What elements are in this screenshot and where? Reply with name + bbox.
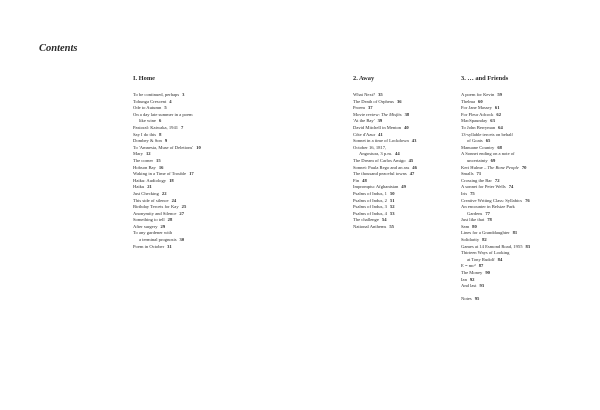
toc-page-number: 64: [498, 124, 503, 130]
toc-entry: [461, 250, 586, 257]
toc-entry: [461, 224, 586, 231]
toc-entry: [461, 270, 586, 277]
toc-entry-title: Dombey & Son: [133, 138, 162, 144]
toc-entry-title: Psalms of Indus, 1: [353, 190, 387, 196]
toc-page-number: 68: [497, 144, 502, 150]
toc-page-number: 62: [496, 111, 502, 117]
toc-entry-title: On a day late summer in a poem: [133, 111, 193, 117]
toc-page-number: 22: [161, 190, 167, 196]
toc-entry-title: And last: [461, 283, 477, 289]
toc-entry-title: The corner: [133, 157, 154, 163]
toc-entry-title-italic: The Misfits: [381, 111, 402, 117]
toc-entry-title: Sonnet: Paula Rego and an ass: [353, 164, 410, 170]
toc-page-number: 18: [169, 177, 174, 183]
toc-entry: [133, 145, 333, 152]
toc-entry: [461, 92, 586, 99]
toc-page-number: 54: [381, 217, 387, 223]
toc-page-number: 87: [478, 263, 484, 269]
toc-page-number: 24: [171, 197, 177, 203]
toc-page-number: 5: [164, 105, 167, 111]
toc-entry: [353, 184, 463, 191]
toc-entry-title: To be continued, perhaps: [133, 92, 180, 97]
toc-page-number: 37: [368, 105, 373, 111]
toc-entry: [353, 171, 463, 178]
toc-entry-title: This side of silence: [133, 197, 169, 203]
toc-page-number: 7: [181, 124, 184, 130]
toc-entry: [353, 138, 463, 145]
toc-entry-title: Poem in October: [133, 243, 165, 249]
toc-entry-title: Waking in a Time of Trouble: [133, 171, 187, 177]
toc-entry: [461, 118, 586, 125]
toc-entry-title: Iris: [461, 190, 468, 196]
toc-entry: [133, 125, 333, 132]
toc-entry: [461, 112, 586, 119]
toc-entry-title: Lines for a Granddaughter: [461, 230, 510, 236]
toc-entry-title: Manuane Country: [461, 144, 495, 150]
toc-page-number: 48: [362, 177, 367, 183]
toc-entry-title: To John Berryman: [461, 124, 496, 130]
toc-page-number: 70: [521, 164, 527, 170]
toc-entry-title: of Goats: [467, 138, 483, 144]
toc-page-number: 3: [182, 92, 185, 97]
toc-page-number: 12: [145, 151, 151, 157]
toc-entry-title: a terminal prognosis: [139, 237, 177, 243]
toc-entry-title: 'At the Bay': [353, 118, 375, 124]
toc-entry: [353, 158, 463, 165]
toc-entry: [461, 204, 586, 211]
toc-entry: [133, 244, 333, 251]
toc-page-number: 60: [478, 98, 483, 104]
toc-entry: [133, 118, 333, 125]
toc-entry-list: [133, 92, 333, 250]
toc-page-number: 63: [490, 118, 495, 124]
toc-entry: [133, 184, 333, 191]
toc-entry: [353, 211, 463, 218]
toc-page-number: 39: [377, 118, 383, 124]
toc-entry-title: Pastoral: Kaiwaka, 1941: [133, 124, 179, 130]
toc-entry-title: Côte d'Azur: [353, 131, 376, 137]
toc-page-number: 27: [179, 210, 184, 216]
toc-entry: [133, 138, 333, 145]
toc-entry: [353, 204, 463, 211]
page-title: Contents: [39, 43, 78, 54]
toc-page-number: 38: [404, 111, 410, 117]
toc-entry: [461, 191, 586, 198]
toc-entry-title: Haiku: Audiology: [133, 177, 167, 183]
toc-page-number: 16: [158, 164, 164, 170]
toc-entry-title: Psalms of Indus, 4: [353, 210, 387, 216]
toc-entry: [461, 178, 586, 185]
section-heading: 2. Away: [353, 75, 375, 82]
toc-entry: [133, 211, 333, 218]
toc-entry-title: David Mitchell in Menton: [353, 124, 402, 130]
toc-page-number: 90: [485, 270, 490, 276]
toc-entry: [353, 198, 463, 205]
toc-entry: [353, 178, 463, 185]
toc-entry-title: Movie review:: [353, 111, 382, 117]
toc-page-number: 65: [485, 138, 491, 144]
toc-entry-title: 13-syllable tercets on behalf: [461, 131, 513, 137]
toc-entry: [353, 112, 463, 119]
toc-page-number: 76: [525, 197, 530, 203]
toc-entry-title: What Next?: [353, 92, 376, 97]
toc-page-number: 25: [181, 204, 187, 210]
toc-column-away: [353, 75, 463, 230]
toc-entry-title: Proem: [353, 105, 365, 111]
toc-entry: [461, 99, 586, 106]
toc-entry: [461, 171, 586, 178]
toc-entry: [461, 132, 586, 139]
toc-entry: [353, 217, 463, 224]
toc-entry: [461, 151, 586, 158]
toc-entry-title: A Sonnet ending on a note of: [461, 151, 515, 157]
toc-page-number: 21: [147, 184, 152, 190]
toc-page-number: 45: [408, 157, 414, 163]
toc-entry: [461, 283, 586, 290]
toc-page-number: 50: [389, 190, 395, 196]
toc-entry: [133, 99, 333, 106]
toc-entry: [133, 151, 333, 158]
toc-page-number: 40: [404, 124, 409, 130]
toc-entry: [133, 191, 333, 198]
toc-entry-title: National Anthems: [353, 223, 387, 229]
toc-entry-title: The challenge: [353, 217, 379, 223]
toc-page-number: 95: [474, 296, 480, 302]
toc-page-number: 30: [179, 237, 185, 243]
toc-entry-title: uncertainty: [467, 157, 488, 163]
toc-entry-title: Solidarity: [461, 237, 480, 243]
toc-entry-title: like wine: [139, 118, 156, 124]
toc-entry: [133, 198, 333, 205]
toc-entry-title: Hobson Bay: [133, 164, 156, 170]
toc-entry: [461, 217, 586, 224]
toc-entry: [133, 178, 333, 185]
toc-entry: [133, 237, 333, 244]
toc-entry-title: Angostura, 3 p.m.: [359, 151, 393, 157]
toc-entry-title: To 'Amnesia, Muse of Deletions': [133, 144, 194, 150]
toc-entry: [461, 263, 586, 270]
toc-entry: [353, 145, 463, 152]
toc-entry-title: MacSpaunday: [461, 118, 488, 124]
toc-entry: [461, 230, 586, 237]
toc-entry: [353, 99, 463, 106]
section-heading: I. Home: [133, 75, 156, 82]
toc-column-home: [133, 75, 333, 250]
toc-page-number: 10: [196, 144, 201, 150]
toc-page-number: 28: [167, 217, 173, 223]
toc-page-number: 8: [159, 131, 162, 137]
toc-column-friends: [461, 75, 586, 303]
toc-entry: [133, 165, 333, 172]
toc-entry-title: The Death of Orpheus: [353, 98, 394, 104]
toc-page-number: 17: [189, 171, 194, 177]
toc-entry: [133, 217, 333, 224]
toc-page-number: 61: [494, 105, 500, 111]
toc-entry: [353, 105, 463, 112]
toc-entry-title: After surgery: [133, 223, 158, 229]
section-heading: 3. … and Friends: [461, 75, 509, 82]
toc-entry-title: To any gardener with: [133, 230, 173, 236]
toc-page-number: 46: [412, 164, 417, 170]
toc-page-number: 53: [389, 210, 395, 216]
toc-page-number: 72: [494, 177, 500, 183]
toc-entry-title: Just like that: [461, 217, 485, 223]
toc-entry-title: For Jane Massey: [461, 105, 492, 111]
toc-page-number: 31: [167, 243, 172, 249]
toc-entry: [461, 184, 586, 191]
toc-entry-title: Thirteen Ways of Looking: [461, 250, 510, 256]
toc-entry-title: October 16, 1817,: [353, 144, 387, 150]
toc-entry-title: Impromptu: Afghanistan: [353, 184, 399, 190]
toc-entry-title: Say I do this: [133, 131, 157, 137]
toc-page-number: 69: [490, 157, 496, 163]
toc-entry: [461, 145, 586, 152]
toc-entry-title: Tohunga Crescent: [133, 98, 167, 104]
toc-entry-title: Psalms of Indus, 2: [353, 197, 387, 203]
toc-entry-title: Just Checking: [133, 190, 159, 196]
toc-page-number: 51: [389, 197, 395, 203]
toc-entry: [461, 138, 586, 145]
toc-entry: [133, 92, 333, 99]
toc-entry-title: The thousand peaceful towns: [353, 171, 407, 177]
toc-entry: [461, 158, 586, 165]
toc-entry-title: Crossing the Bar: [461, 177, 492, 183]
toc-page-number: 82: [482, 237, 487, 243]
toc-page-number: 44: [395, 151, 400, 157]
toc-page-number: 6: [158, 118, 162, 124]
toc-page-number: 75: [470, 190, 475, 196]
toc-entry: [461, 277, 586, 284]
toc-entry: [133, 230, 333, 237]
toc-page-number: 71: [476, 171, 482, 177]
toc-entry-title: An encounter in Belsize Park: [461, 204, 515, 210]
toc-entry-title: E = mc²: [461, 263, 476, 269]
toc-page-number: 36: [396, 98, 402, 104]
toc-page-number: 43: [411, 138, 417, 144]
toc-entry: [353, 92, 463, 99]
toc-entry-title: The Dream of Carlos Amigo: [353, 157, 406, 163]
toc-entry-list: [461, 92, 586, 303]
toc-entry-title: Sonnet in a time of Lockdown: [353, 138, 409, 144]
toc-page-number: 81: [512, 230, 518, 236]
toc-entry: [353, 191, 463, 198]
toc-entry: [133, 112, 333, 119]
toc-entry: [353, 224, 463, 231]
toc-entry: [461, 165, 586, 172]
toc-entry: [133, 224, 333, 231]
toc-page-number: 52: [389, 204, 395, 210]
toc-entry-title: Something to tell: [133, 217, 165, 223]
toc-page-number: 83: [525, 243, 531, 249]
toc-entry: [461, 257, 586, 264]
toc-entry-title: Gardens: [467, 210, 483, 216]
toc-page-number: 59: [497, 92, 502, 97]
toc-page-number: 55: [389, 223, 394, 229]
toc-page-number: 74: [508, 184, 514, 190]
toc-entry: [461, 244, 586, 251]
toc-entry: [461, 198, 586, 205]
toc-entry: [353, 118, 463, 125]
toc-entry-title: at Tony Rudolf: [467, 256, 495, 262]
toc-entry-list: [353, 92, 463, 230]
toc-page-number: 29: [160, 223, 166, 229]
toc-entry-title: Psalms of Indus, 3: [353, 204, 387, 210]
toc-entry: [461, 237, 586, 244]
toc-page-number: 35: [378, 92, 383, 97]
toc-entry: [353, 165, 463, 172]
toc-entry: [461, 296, 586, 303]
toc-entry-title: Thelma: [461, 98, 476, 104]
toc-page-number: 77: [485, 210, 490, 216]
toc-page-number: 4: [169, 98, 172, 104]
toc-entry-title: Birthday Tercets for Kay: [133, 204, 179, 210]
toc-entry-title: Notes: [461, 296, 472, 302]
toc-page-number: 84: [497, 256, 503, 262]
toc-entry: [133, 105, 333, 112]
toc-entry: [461, 105, 586, 112]
toc-entry-title: Ian: [461, 276, 467, 282]
toc-page-number: 80: [472, 223, 477, 229]
toc-entry-title: Smalls: [461, 171, 474, 177]
toc-entry-title-italic: The Bone People: [487, 164, 519, 170]
toc-page-number: 93: [479, 283, 485, 289]
toc-page-number: 9: [164, 138, 168, 144]
toc-entry: [353, 151, 463, 158]
toc-entry: [353, 132, 463, 139]
toc-entry: [133, 171, 333, 178]
toc-entry-title: Keri Hulme –: [461, 164, 488, 170]
toc-page-number: 49: [401, 184, 406, 190]
toc-entry: [461, 211, 586, 218]
toc-entry-title: Creative Writing Class: Syllabics: [461, 197, 523, 203]
toc-entry: [133, 204, 333, 211]
toc-page-number: 41: [378, 131, 383, 137]
toc-entry-title: Sam: [461, 223, 470, 229]
toc-page-number: 92: [469, 276, 475, 282]
toc-page-number: 15: [156, 157, 161, 163]
toc-entry-title: Anonymity and Silence: [133, 210, 177, 216]
toc-entry-title: A poem for Kevin: [461, 92, 495, 97]
toc-entry-title: Mary: [133, 151, 143, 157]
toc-entry-title: The Money: [461, 270, 483, 276]
toc-entry: [353, 125, 463, 132]
toc-entry-title: Ode to Autumn: [133, 105, 162, 111]
toc-entry-title: For Fleur Adcock: [461, 111, 494, 117]
toc-entry: [133, 158, 333, 165]
toc-entry-title: A sonnet for Peter Wells: [461, 184, 506, 190]
toc-entry-title: Fin: [353, 177, 360, 183]
toc-entry-title: Haiku: [133, 184, 145, 190]
toc-page-number: 47: [409, 171, 415, 177]
toc-entry: [461, 125, 586, 132]
toc-entry: [133, 132, 333, 139]
toc-page-number: 78: [487, 217, 492, 223]
toc-entry-title: Games at 14 Esmond Road, 1955: [461, 243, 523, 249]
